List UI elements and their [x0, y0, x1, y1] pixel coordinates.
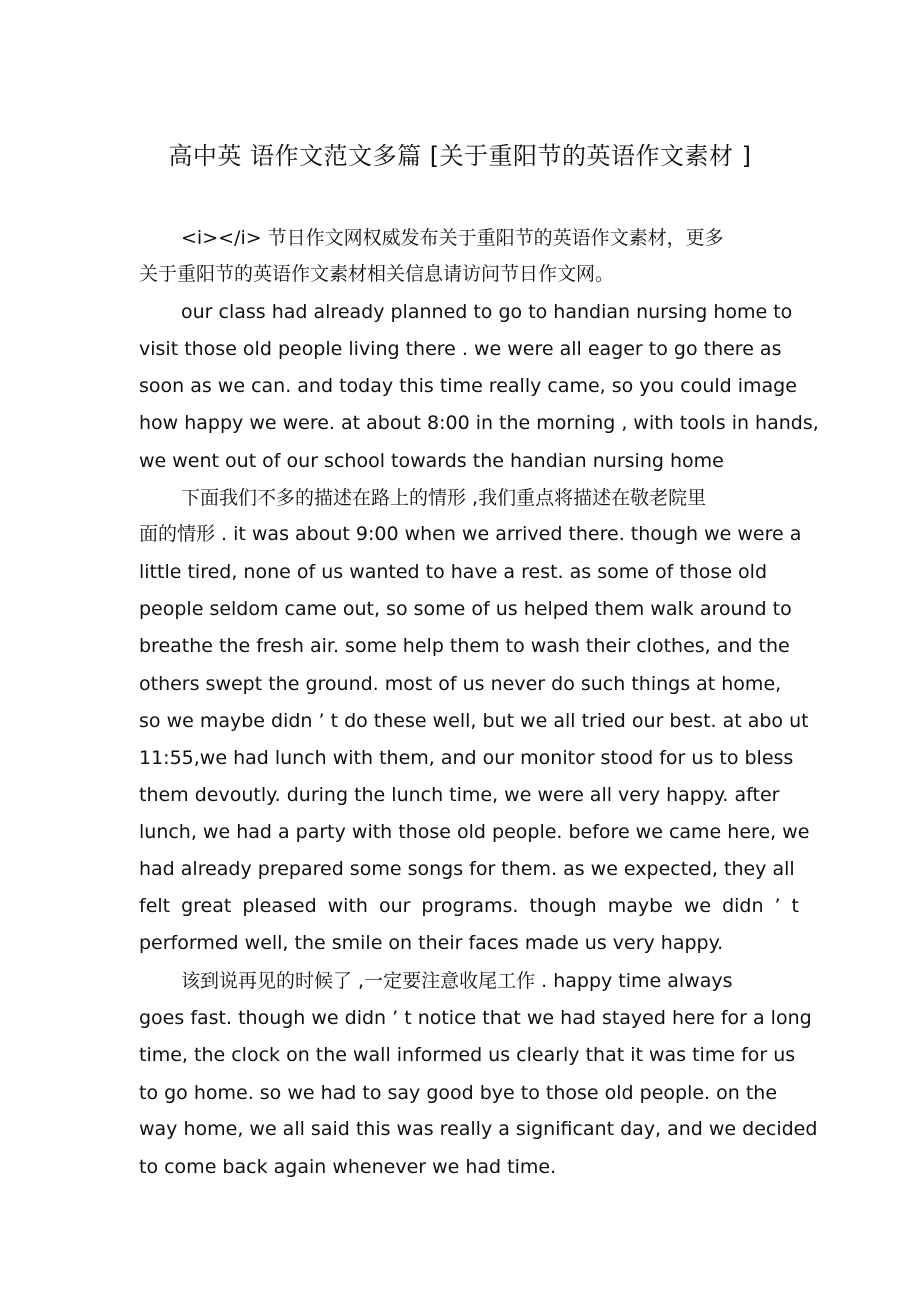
text-line: to come back again whenever we had time.: [139, 1156, 557, 1178]
text-line: 关于重阳节的英语作文素材相关信息请访问节日作文网。: [139, 263, 615, 285]
text-line: 该到说再见的时候了 ,一定要注意收尾工作 . happy time always: [181, 970, 733, 992]
text-line: to go home. so we had to say good bye to those old people. on the: [139, 1082, 778, 1104]
text-line: felt great pleased with our programs. though maybe we didn ’ t: [139, 895, 799, 917]
text-line: how happy we were. at about 8:00 in the morning , with tools in hands,: [139, 412, 819, 434]
text-line: visit those old people living there . we were all eager to go there as: [139, 338, 782, 360]
text-line: breathe the fresh air. some help them to wash their clothes, and the: [139, 635, 790, 657]
text-line: <i></i> 节日作文网权威发布关于重阳节的英语作文素材，更多: [181, 227, 724, 249]
text-line: had already prepared some songs for them. as we expected, they all: [139, 858, 795, 880]
text-line: 面的情形 . it was about 9:00 when we arrived there. though we were a: [139, 523, 802, 545]
text-line: 下面我们不多的描述在路上的情形 ,我们重点将描述在敬老院里: [181, 487, 707, 509]
text-line: lunch, we had a party with those old people. before we came here, we: [139, 821, 810, 843]
page-title: 高中英 语作文范文多篇 [关于重阳节的英语作文素材 ]: [168, 142, 752, 170]
text-line: others swept the ground. most of us never do such things at home,: [139, 673, 782, 695]
text-line: little tired, none of us wanted to have a rest. as some of those old: [139, 561, 768, 583]
text-line: soon as we can. and today this time really came, so you could image: [139, 375, 797, 397]
text-line: 11:55,we had lunch with them, and our monitor stood for us to bless: [139, 747, 794, 769]
text-line: our class had already planned to go to handian nursing home to: [181, 301, 793, 323]
text-line: so we maybe didn ’ t do these well, but we all tried our best. at abo ut: [139, 710, 809, 732]
text-line: way home, we all said this was really a significant day, and we decided: [139, 1118, 818, 1140]
text-line: time, the clock on the wall informed us clearly that it was time for us: [139, 1044, 796, 1066]
text-line: people seldom came out, so some of us helped them walk around to: [139, 598, 792, 620]
text-line: performed well, the smile on their faces made us very happy.: [139, 932, 724, 954]
text-line: goes fast. though we didn ’ t notice that we had stayed here for a long: [139, 1007, 812, 1029]
text-line: them devoutly. during the lunch time, we were all very happy. after: [139, 784, 780, 806]
text-line: we went out of our school towards the handian nursing home: [139, 450, 724, 472]
